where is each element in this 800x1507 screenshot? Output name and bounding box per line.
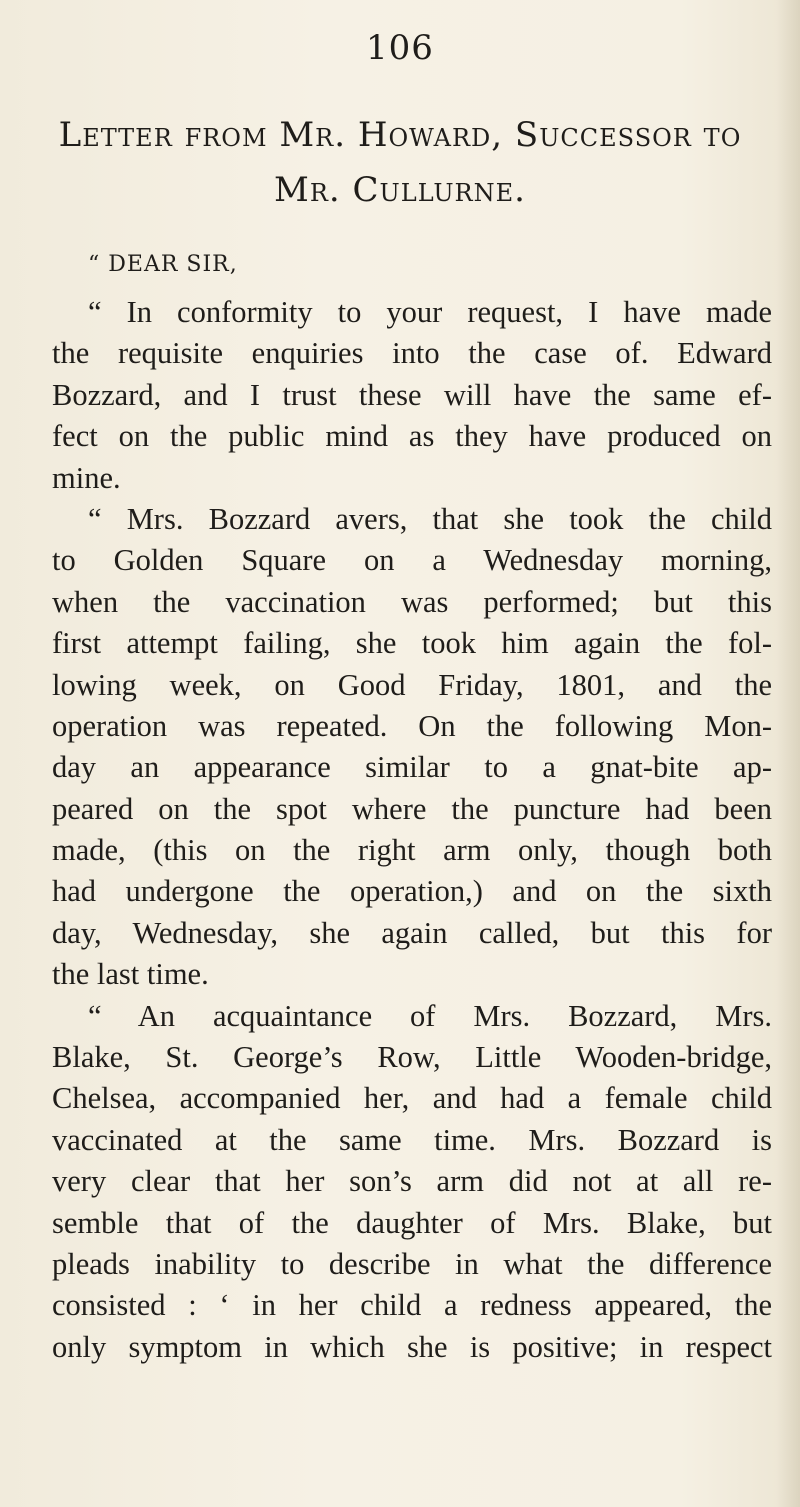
page-number: 106	[366, 28, 434, 68]
text-line: mine.	[52, 460, 121, 495]
text-line: Bozzard, and I trust these will have the same ef-	[52, 377, 772, 412]
text-line: “ Mrs. Bozzard avers, that she took the child	[88, 501, 772, 536]
text-line: semble that of the daughter of Mrs. Blake, but	[52, 1205, 772, 1240]
text-line: very clear that her son’s arm did not at all re-	[52, 1164, 772, 1199]
text-line: Blake, St. George’s Row, Little Wooden-bridge,	[52, 1040, 772, 1075]
text-line: peared on the spot where the puncture had been	[52, 791, 772, 826]
text-line: the requisite enquiries into the case of. Edward	[52, 336, 772, 371]
text-line: first attempt failing, she took him again the fol-	[52, 626, 772, 661]
text-line: operation was repeated. On the following Mon-	[52, 708, 772, 743]
text-line: when the vaccination was performed; but this	[52, 584, 772, 619]
text-line: “ In conformity to your request, I have made	[88, 295, 772, 329]
text-line: had undergone the operation,) and on the sixth	[52, 874, 772, 909]
text-line: the last time.	[52, 957, 209, 992]
text-line: vaccinated at the same time. Mrs. Bozzard is	[52, 1122, 772, 1157]
text-line: only symptom in which she is positive; in respect	[52, 1329, 772, 1364]
text-line: made, (this on the right arm only, though both	[52, 833, 772, 868]
heading-line-1: Letter from Mr. Howard, Successor to	[58, 115, 742, 155]
text-line: day, Wednesday, she again called, but this for	[52, 915, 772, 950]
text-line: consisted : ‘ in her child a redness appeared, the	[52, 1288, 772, 1323]
letter-heading	[0, 108, 800, 218]
heading-line-2: Mr. Cullurne.	[274, 170, 526, 210]
text-line: “ An acquaintance of Mrs. Bozzard, Mrs.	[88, 998, 772, 1033]
text-line: lowing week, on Good Friday, 1801, and the	[52, 667, 772, 702]
salutation: “ DEAR SIR,	[88, 252, 238, 277]
text-line: fect on the public mind as they have produced on	[52, 419, 772, 454]
page-edge-shadow	[776, 0, 800, 1507]
text-line: pleads inability to describe in what the difference	[52, 1246, 772, 1281]
text-line: Chelsea, accompanied her, and had a female child	[52, 1081, 772, 1116]
text-line: day an appearance similar to a gnat-bite ap-	[52, 750, 772, 785]
text-line: to Golden Square on a Wednesday morning,	[52, 543, 772, 578]
letter-body	[52, 292, 772, 1368]
